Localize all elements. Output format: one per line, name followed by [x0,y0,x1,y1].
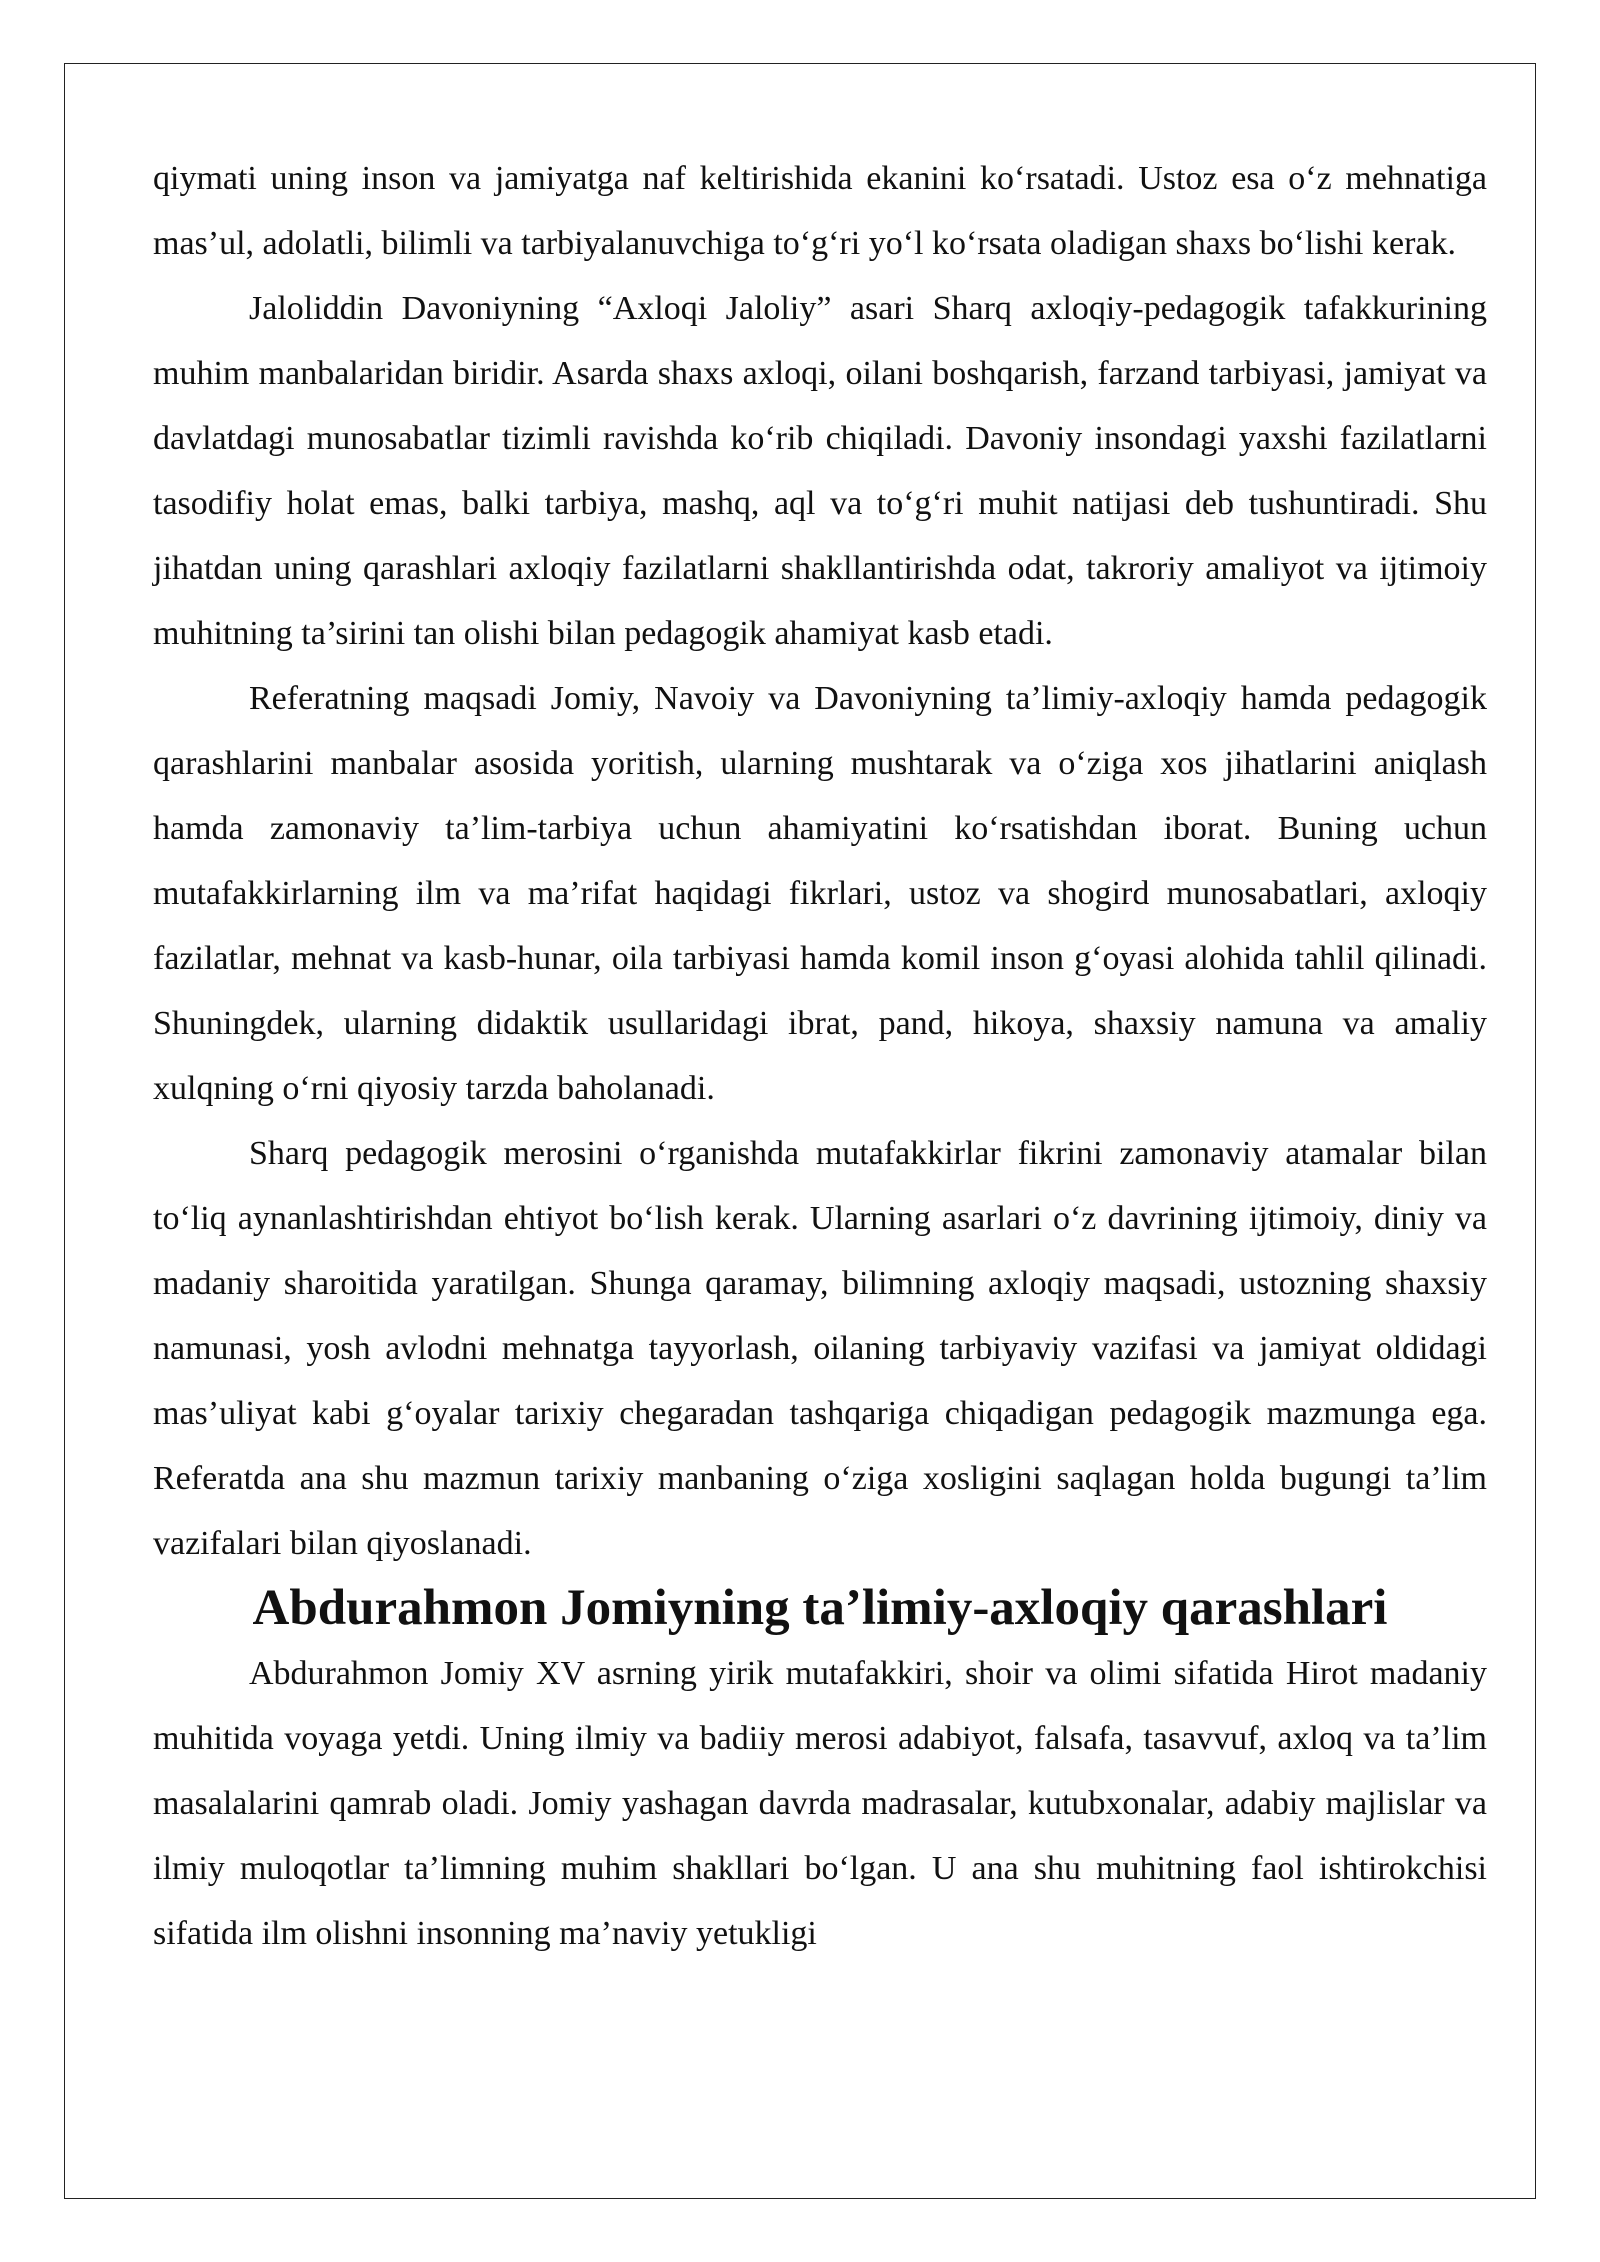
paragraph-davoniy: Jaloliddin Davoniyning “Axloqi Jaloliy” asari Sharq axloqiy-pedagogik tafakkurining muhim manbalaridan biridir. Asarda shaxs axloqi, oilani boshqarish, farzand tarbiyasi, jamiyat va davlatdagi munosabatlar tizimli ravishda ko‘rib chiqiladi. Davoniy insondagi yaxshi fazilatlarni tasodifiy holat emas, balki tarbiya, mashq, aql va to‘g‘ri muhit natijasi deb tushuntiradi. Shu jihatdan uning qarashlari axloqiy fazilatlarni shakllantirishda odat, takroriy amaliyot va ijtimoiy muhitning ta’sirini tan olishi bilan pedagogik ahamiyat kasb etadi. [153,290,1487,652]
paragraph-jomiy: Abdurahmon Jomiy XV asrning yirik mutafakkiri, shoir va olimi sifatida Hirot madaniy muhitida voyaga yetdi. Uning ilmiy va badiiy merosi adabiyot, falsafa, tasavvuf, axloq va ta’lim masalalarini qamrab oladi. Jomiy yashagan davrda madrasalar, kutubxonalar, adabiy majlislar va ilmiy muloqotlar ta’limning muhim shakllari bo‘lgan. U ana shu muhitning faol ishtirokchisi sifatida ilm olishni insonning ma’naviy yetukligi [153,1655,1487,1952]
section-heading: Abdurahmon Jomiyning ta’limiy-axloqiy qarashlari [252,1580,1388,1636]
paragraph-heritage: Sharq pedagogik merosini o‘rganishda mutafakkirlar fikrini zamonaviy atamalar bilan to‘liq aynanlashtirishdan ehtiyot bo‘lish kerak. Ularning asarlari o‘z davrining ijtimoiy, diniy va madaniy sharoitida yaratilgan. Shunga qaramay, bilimning axloqiy maqsadi, ustozning shaxsiy namunasi, yosh avlodni mehnatga tayyorlash, oilaning tarbiyaviy vazifasi va jamiyat oldidagi mas’uliyat kabi g‘oyalar tarixiy chegaradan tashqariga chiqadigan pedagogik mazmunga ega. Referatda ana shu mazmun tarixiy manbaning o‘ziga xosligini saqlagan holda bugungi ta’lim vazifalari bilan qiyoslanadi. [153,1135,1487,1562]
paragraph-continuation: qiymati uning inson va jamiyatga naf keltirishida ekanini ko‘rsatadi. Ustoz esa o‘z mehnatiga mas’ul, adolatli, bilimli va tarbiyalanuvchiga to‘g‘ri yo‘l ko‘rsata oladigan shaxs bo‘lishi kerak. [153,160,1487,262]
document-body [153,146,1487,1966]
paragraph-goal: Referatning maqsadi Jomiy, Navoiy va Davoniyning ta’limiy-axloqiy hamda pedagogik qarashlarini manbalar asosida yoritish, ularning mushtarak va o‘ziga xos jihatlarini aniqlash hamda zamonaviy ta’lim-tarbiya uchun ahamiyatini ko‘rsatishdan iborat. Buning uchun mutafakkirlarning ilm va ma’rifat haqidagi fikrlari, ustoz va shogird munosabatlari, axloqiy fazilatlar, mehnat va kasb-hunar, oila tarbiyasi hamda komil inson g‘oyasi alohida tahlil qilinadi. Shuningdek, ularning didaktik usullaridagi ibrat, pand, hikoya, shaxsiy namuna va amaliy xulqning o‘rni qiyosiy tarzda baholanadi. [153,680,1487,1107]
